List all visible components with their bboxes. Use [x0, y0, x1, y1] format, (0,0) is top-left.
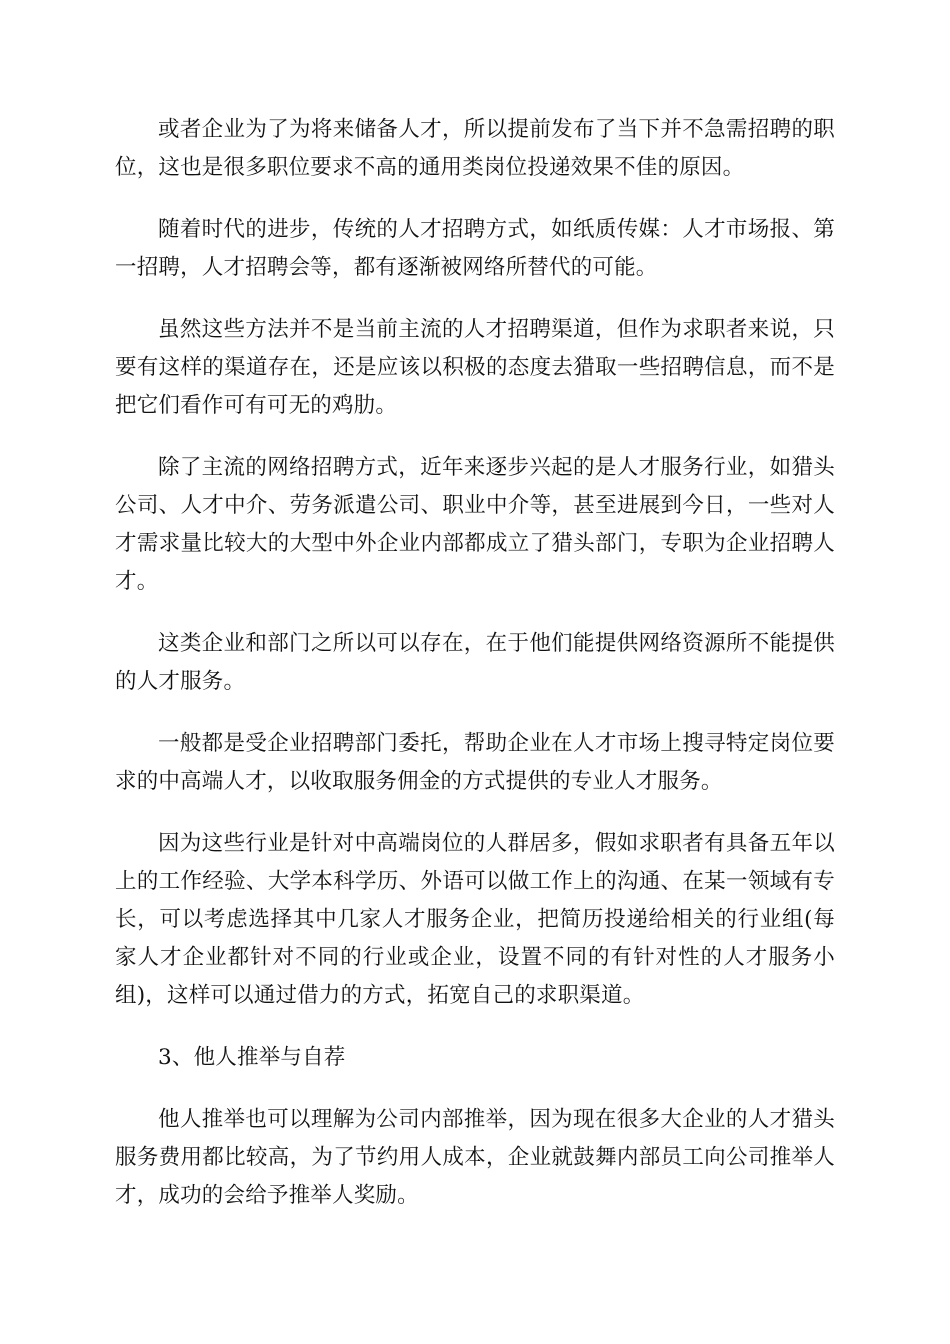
paragraph-8: 他人推举也可以理解为公司内部推举，因为现在很多大企业的人才猎头服务费用都比较高，为了节约用人成本，企业就鼓舞内部员工向公司推举人才，成功的会给予推举人奖励。	[115, 1107, 835, 1208]
section-heading: 3、他人推举与自荐	[158, 1045, 346, 1070]
paragraph-5: 这类企业和部门之所以可以存在，在于他们能提供网络资源所不能提供的人才服务。	[115, 631, 835, 694]
document-body	[115, 111, 835, 1239]
paragraph-1: 或者企业为了为将来储备人才，所以提前发布了当下并不急需招聘的职位，这也是很多职位要求不高的通用类岗位投递效果不佳的原因。	[115, 117, 835, 180]
paragraph-7: 因为这些行业是针对中高端岗位的人群居多，假如求职者有具备五年以上的工作经验、大学本科学历、外语可以做工作上的沟通、在某一领域有专长，可以考虑选择其中几家人才服务企业，把简历投递给相关的行业组(每家人才企业都针对不同的行业或企业，设置不同的有针对性的人才服务小组)，这样可以通过借力的方式，拓宽自己的求职渠道。	[115, 831, 835, 1008]
paragraph-3: 虽然这些方法并不是当前主流的人才招聘渠道，但作为求职者来说，只要有这样的渠道存在，还是应该以积极的态度去猎取一些招聘信息，而不是把它们看作可有可无的鸡肋。	[115, 317, 835, 418]
paragraph-6: 一般都是受企业招聘部门委托，帮助企业在人才市场上搜寻特定岗位要求的中高端人才，以收取服务佣金的方式提供的专业人才服务。	[115, 731, 835, 794]
paragraph-2: 随着时代的进步，传统的人才招聘方式，如纸质传媒：人才市场报、第一招聘，人才招聘会等，都有逐渐被网络所替代的可能。	[115, 217, 835, 280]
paragraph-4: 除了主流的网络招聘方式，近年来逐步兴起的是人才服务行业，如猎头公司、人才中介、劳务派遣公司、职业中介等，甚至进展到今日，一些对人才需求量比较大的大型中外企业内部都成立了猎头部门，专职为企业招聘人才。	[115, 455, 835, 594]
